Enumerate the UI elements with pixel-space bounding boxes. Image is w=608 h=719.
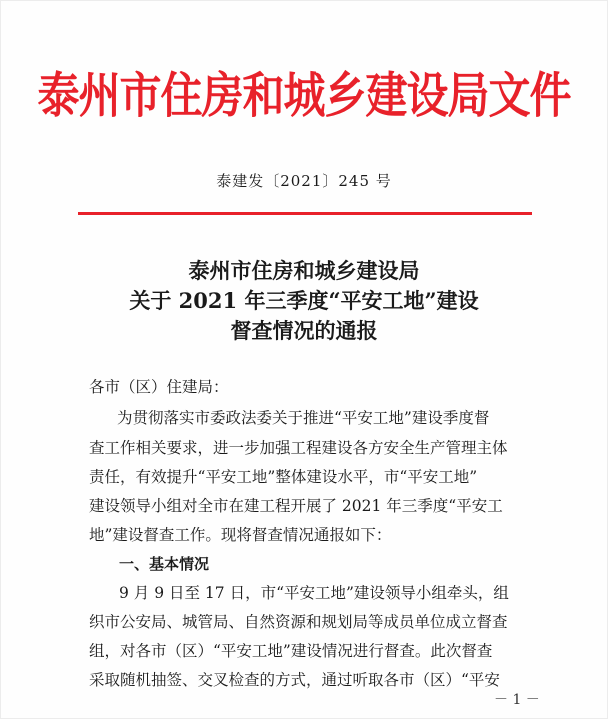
intro-line-2: 查工作相关要求，进一步加强工程建设各方安全生产管理主体 [89,439,508,457]
section-heading-basic-info: 一、基本情况 [119,555,210,573]
intro-line-3: 责任，有效提升“平安工地”整体建设水平，市“平安工地” [89,468,478,486]
title-line-3: 督查情况的通报 [230,318,378,343]
intro-line-1: 为贯彻落实市委政法委关于推进“平安工地”建设季度督 [117,409,490,427]
page-number: － 1 － [494,692,540,708]
red-divider-line [78,212,532,215]
salutation: 各市（区）住建局： [89,378,229,396]
document-number: 泰建发〔2021〕245 号 [216,172,392,190]
section1-line-4: 采取随机抽签、交叉检查的方式，通过听取各市（区）“平安 [89,671,500,689]
title-line-1: 泰州市住房和城乡建设局 [188,258,420,283]
document-masthead: 泰州市住房和城乡建设局文件 [37,67,571,124]
section1-line-2: 织市公安局、城管局、自然资源和规划局等成员单位成立督查 [89,613,508,631]
section1-line-3: 组，对各市（区）“平安工地”建设情况进行督查。此次督查 [89,642,493,660]
intro-line-5: 地”建设督查工作。现将督查情况通报如下： [89,526,392,544]
intro-line-4: 建设领导小组对全市在建工程开展了 2021 年三季度“平安工 [89,497,503,515]
title-line-2: 关于 2021 年三季度“平安工地”建设 [129,288,479,313]
section1-line-1: 9 月 9 日至 17 日，市“平安工地”建设领导小组牵头，组 [119,584,509,602]
